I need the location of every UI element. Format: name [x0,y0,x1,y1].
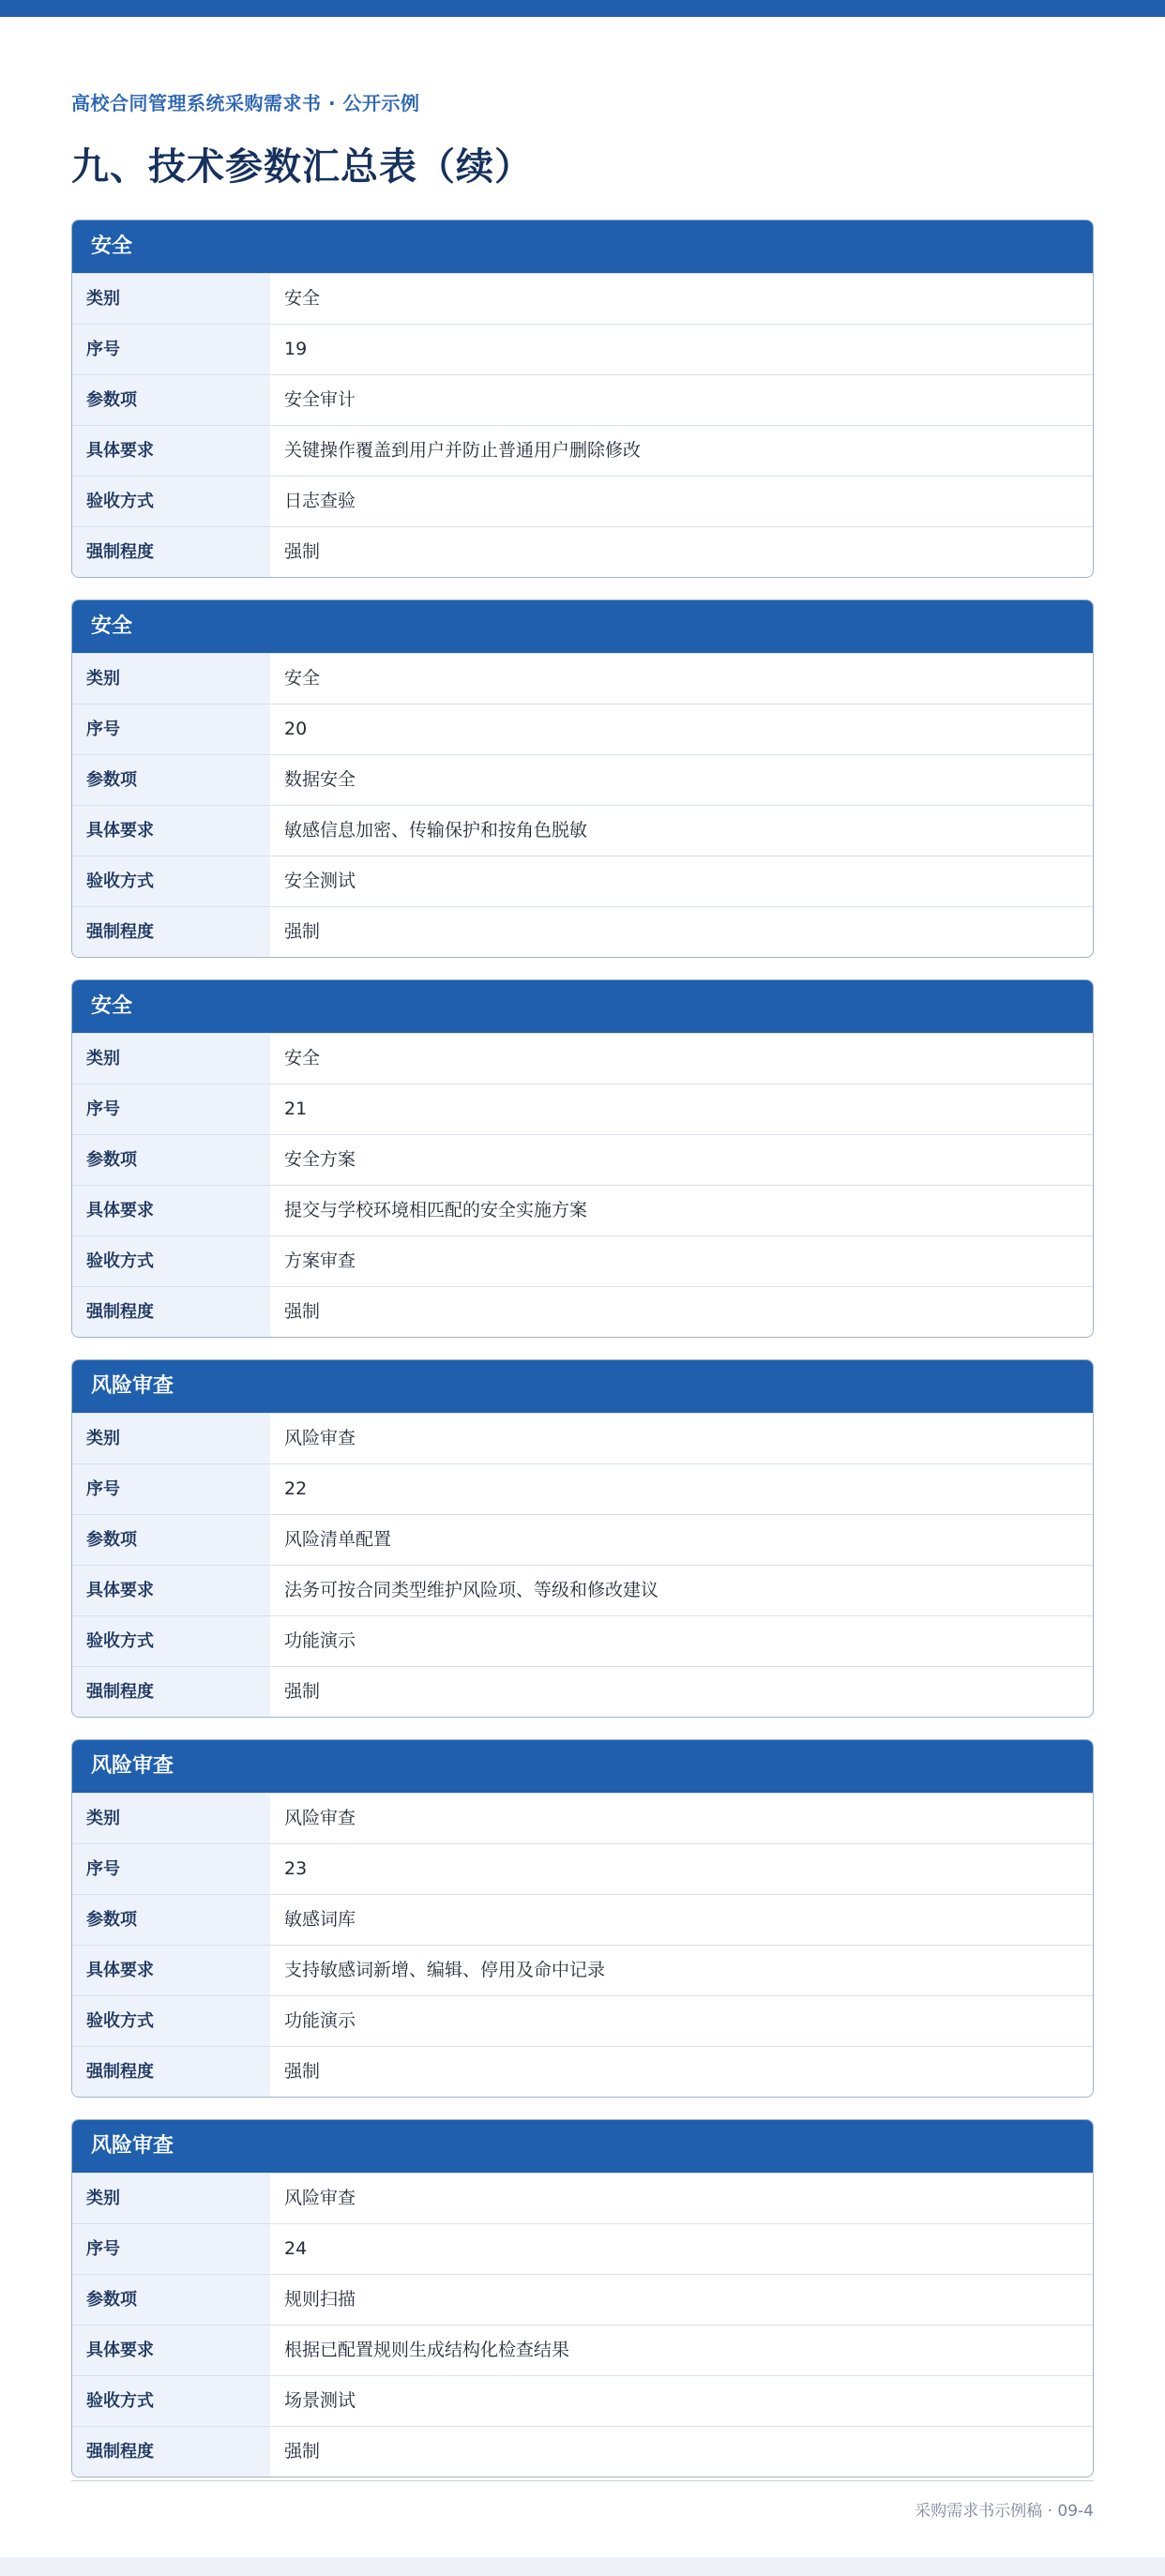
row-value: 方案审查 [284,1250,356,1271]
row-label: 具体要求 [72,2326,270,2375]
row-label: 类别 [72,2174,270,2223]
row-label: 具体要求 [72,1186,270,1235]
row-label: 类别 [72,654,270,704]
row-label: 参数项 [72,2275,270,2325]
parameter-card [71,979,1094,1338]
row-category [72,1413,1093,1463]
row-requirement [72,1945,1093,1995]
row-label: 具体要求 [72,806,270,856]
row-mandatory [72,526,1093,577]
row-number [72,1463,1093,1514]
row-value: 24 [284,2238,308,2259]
bottom-strip [0,2557,1165,2576]
row-parameter [72,374,1093,425]
row-value: 法务可按合同类型维护风险项、等级和修改建议 [284,1580,659,1600]
row-label: 强制程度 [72,907,270,957]
row-value: 功能演示 [284,2010,356,2031]
row-label: 参数项 [72,1135,270,1185]
row-label: 类别 [72,1414,270,1463]
row-value: 安全审计 [284,389,356,410]
row-value: 规则扫描 [284,2289,356,2310]
row-value: 21 [284,1099,308,1119]
row-acceptance [72,1615,1093,1666]
row-value: 强制 [284,2061,321,2082]
row-label: 强制程度 [72,2427,270,2477]
row-label: 验收方式 [72,1616,270,1666]
page-footer: 采购需求书示例稿 · 09-4 [915,2502,1094,2521]
row-requirement [72,425,1093,476]
row-label: 验收方式 [72,477,270,526]
row-parameter [72,754,1093,805]
row-value: 19 [284,339,308,359]
row-category [72,1793,1093,1843]
row-label: 参数项 [72,375,270,425]
row-number [72,2223,1093,2274]
row-label: 序号 [72,1844,270,1894]
row-value: 数据安全 [284,769,356,790]
top-accent-bar [0,0,1165,17]
row-category [72,1033,1093,1083]
row-value: 安全 [284,288,321,309]
row-mandatory [72,2426,1093,2477]
row-label: 序号 [72,325,270,374]
row-acceptance [72,476,1093,526]
parameter-card [71,220,1094,578]
row-category [72,2173,1093,2223]
row-label: 验收方式 [72,1236,270,1286]
row-parameter [72,1514,1093,1565]
row-label: 序号 [72,705,270,754]
row-value: 强制 [284,2441,321,2462]
row-label: 强制程度 [72,2047,270,2097]
row-requirement [72,805,1093,856]
row-acceptance [72,856,1093,906]
row-value: 根据已配置规则生成结构化检查结果 [284,2340,570,2360]
card-header: 安全 [72,600,1093,653]
row-value: 敏感词库 [284,1909,356,1930]
parameter-card [71,599,1094,958]
row-value: 22 [284,1478,308,1499]
row-value: 安全测试 [284,871,356,891]
row-value: 日志查验 [284,491,356,511]
row-number [72,1083,1093,1134]
row-value: 20 [284,719,308,739]
row-mandatory [72,1286,1093,1337]
row-number [72,324,1093,374]
row-value: 风险审查 [284,1808,356,1828]
row-label: 验收方式 [72,2376,270,2426]
row-value: 强制 [284,921,321,942]
row-label: 具体要求 [72,1566,270,1615]
row-label: 验收方式 [72,1996,270,2046]
document-subtitle: 高校合同管理系统采购需求书 · 公开示例 [71,92,420,114]
row-value: 安全方案 [284,1149,356,1170]
row-value: 风险审查 [284,2188,356,2208]
row-parameter [72,1894,1093,1945]
row-label: 强制程度 [72,527,270,577]
row-mandatory [72,906,1093,957]
row-requirement [72,1185,1093,1235]
row-label: 类别 [72,1794,270,1843]
row-value: 强制 [284,1301,321,1322]
row-requirement [72,2325,1093,2375]
card-header: 安全 [72,980,1093,1033]
footer-divider [71,2480,1094,2481]
row-label: 序号 [72,2224,270,2274]
card-header: 安全 [72,220,1093,273]
row-value: 场景测试 [284,2390,356,2411]
row-label: 具体要求 [72,1946,270,1995]
row-category [72,653,1093,704]
row-label: 具体要求 [72,426,270,476]
row-value: 支持敏感词新增、编辑、停用及命中记录 [284,1960,606,1980]
row-label: 序号 [72,1464,270,1514]
row-value: 关键操作覆盖到用户并防止普通用户删除修改 [284,440,642,461]
row-value: 敏感信息加密、传输保护和按角色脱敏 [284,820,588,841]
row-label: 强制程度 [72,1667,270,1717]
row-value: 23 [284,1858,308,1879]
row-label: 验收方式 [72,856,270,906]
row-number [72,704,1093,754]
row-label: 参数项 [72,1515,270,1565]
row-label: 参数项 [72,1895,270,1945]
row-mandatory [72,2046,1093,2097]
card-header: 风险审查 [72,1360,1093,1413]
parameter-card [71,1739,1094,2098]
page-title: 九、技术参数汇总表（续） [71,145,533,189]
row-requirement [72,1565,1093,1615]
row-label: 参数项 [72,755,270,805]
parameter-card [71,1359,1094,1718]
row-label: 类别 [72,274,270,324]
row-value: 安全 [284,1048,321,1068]
row-label: 序号 [72,1084,270,1134]
row-category [72,273,1093,324]
row-value: 风险审查 [284,1428,356,1448]
row-mandatory [72,1666,1093,1717]
card-header: 风险审查 [72,2120,1093,2173]
parameter-card-list [71,220,1094,2499]
row-value: 提交与学校环境相匹配的安全实施方案 [284,1200,588,1220]
row-parameter [72,1134,1093,1185]
row-label: 类别 [72,1034,270,1083]
row-value: 风险清单配置 [284,1529,392,1550]
row-value: 强制 [284,541,321,562]
row-label: 强制程度 [72,1287,270,1337]
row-acceptance [72,1995,1093,2046]
row-acceptance [72,2375,1093,2426]
row-number [72,1843,1093,1894]
row-value: 安全 [284,668,321,689]
row-value: 功能演示 [284,1630,356,1651]
parameter-card [71,2119,1094,2478]
row-parameter [72,2274,1093,2325]
row-value: 强制 [284,1681,321,1702]
row-acceptance [72,1235,1093,1286]
card-header: 风险审查 [72,1740,1093,1793]
